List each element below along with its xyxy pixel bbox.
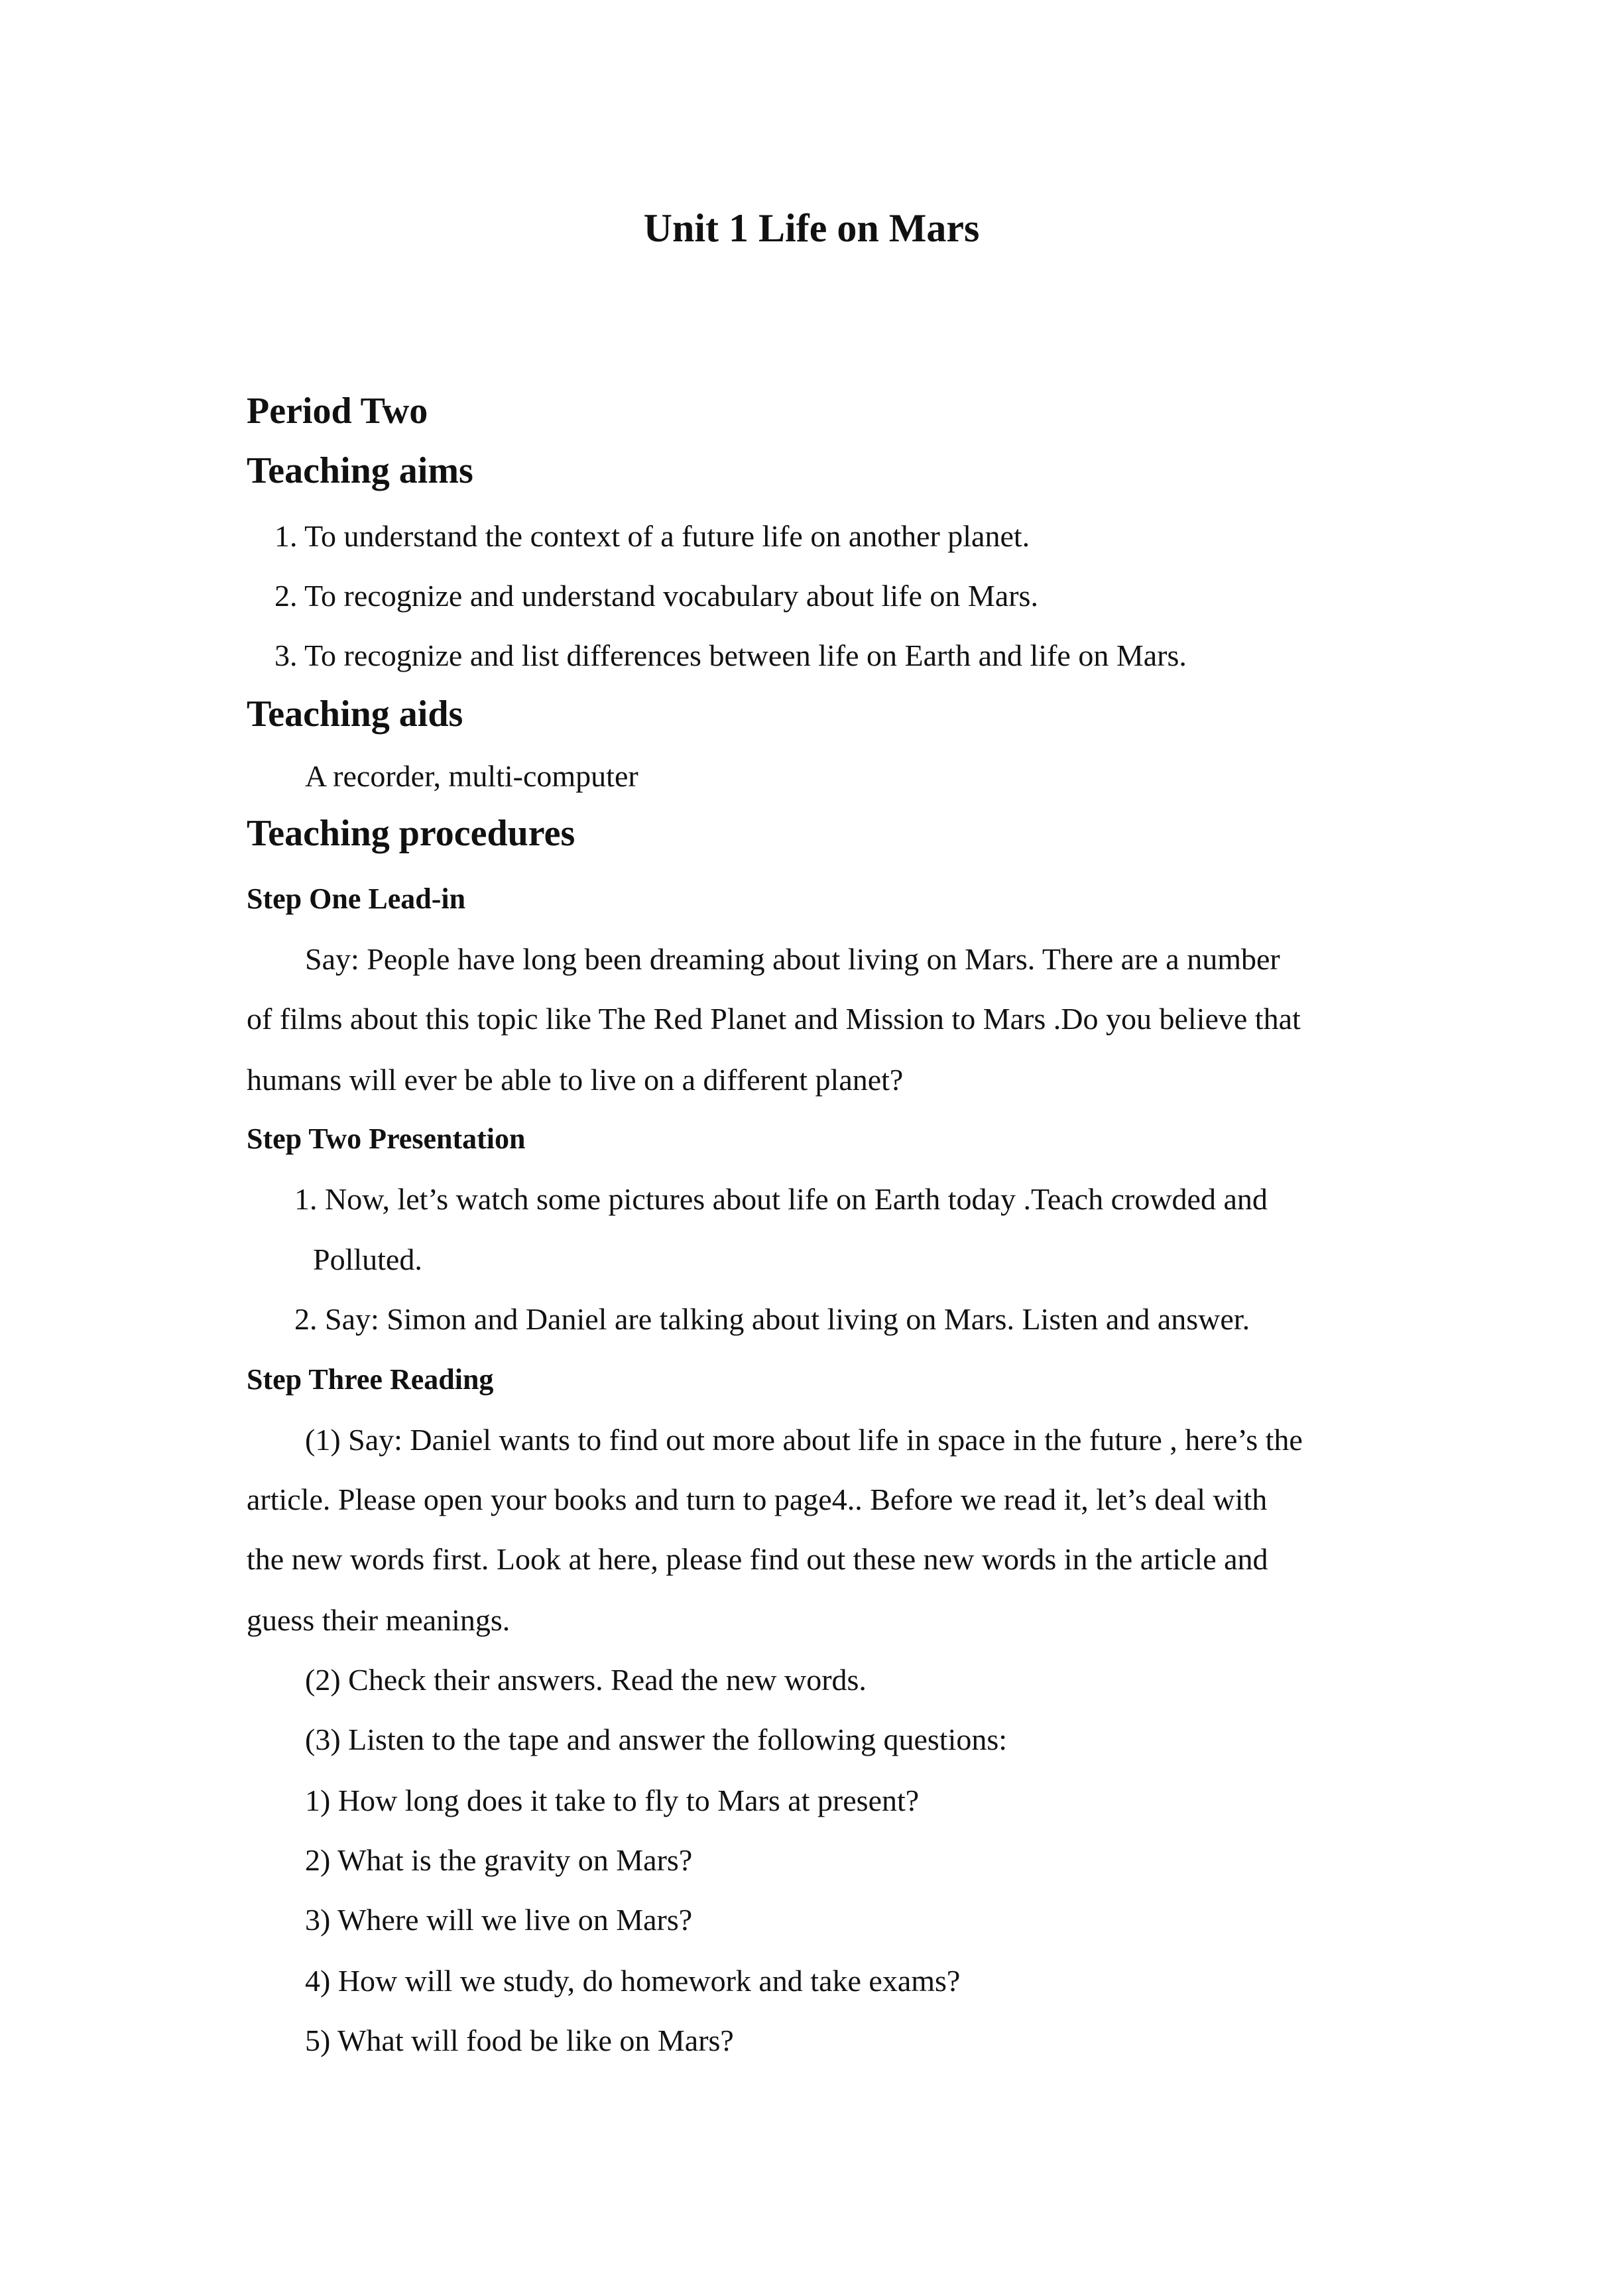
step-three-line: (3) Listen to the tape and answer the following questions:	[305, 1722, 1008, 1756]
period-heading: Period Two	[247, 391, 428, 432]
step-three-line: (2) Check their answers. Read the new words.	[305, 1663, 867, 1697]
step-three-line: (1) Say: Daniel wants to find out more about life in space in the future , here’s the	[305, 1423, 1303, 1457]
question-item: 5) What will food be like on Mars?	[305, 2024, 734, 2057]
step-one-line: Say: People have long been dreaming about living on Mars. There are a number	[305, 942, 1280, 976]
step-two-heading: Step Two Presentation	[247, 1122, 526, 1155]
aids-heading: Teaching aids	[247, 694, 463, 735]
step-two-line: 1. Now, let’s watch some pictures about life on Earth today .Teach crowded and	[294, 1182, 1268, 1216]
step-one-line: of films about this topic like The Red Planet and Mission to Mars .Do you believe that	[247, 1002, 1301, 1036]
aids-text: A recorder, multi-computer	[305, 759, 638, 793]
step-two-line: 2. Say: Simon and Daniel are talking about living on Mars. Listen and answer.	[294, 1302, 1250, 1336]
question-item: 2) What is the gravity on Mars?	[305, 1843, 693, 1877]
question-item: 1) How long does it take to fly to Mars at present?	[305, 1783, 920, 1817]
aim-item: 3. To recognize and list differences between life on Earth and life on Mars.	[274, 638, 1187, 672]
step-one-heading: Step One Lead-in	[247, 882, 466, 915]
step-three-line: article. Please open your books and turn to page4.. Before we read it, let’s deal with	[247, 1482, 1268, 1516]
step-three-line: guess their meanings.	[247, 1603, 511, 1637]
aims-heading: Teaching aims	[247, 450, 473, 491]
step-one-line: humans will ever be able to live on a different planet?	[247, 1063, 904, 1097]
procedures-heading: Teaching procedures	[247, 813, 575, 854]
question-item: 4) How will we study, do homework and take exams?	[305, 1964, 961, 1998]
step-three-heading: Step Three Reading	[247, 1363, 494, 1396]
step-three-line: the new words first. Look at here, please find out these new words in the article and	[247, 1542, 1268, 1576]
page-title: Unit 1 Life on Mars	[643, 206, 980, 250]
aim-item: 1. To understand the context of a future life on another planet.	[274, 519, 1030, 553]
question-item: 3) Where will we live on Mars?	[305, 1903, 693, 1937]
aim-item: 2. To recognize and understand vocabulary about life on Mars.	[274, 579, 1038, 613]
step-two-line: Polluted.	[313, 1242, 422, 1276]
